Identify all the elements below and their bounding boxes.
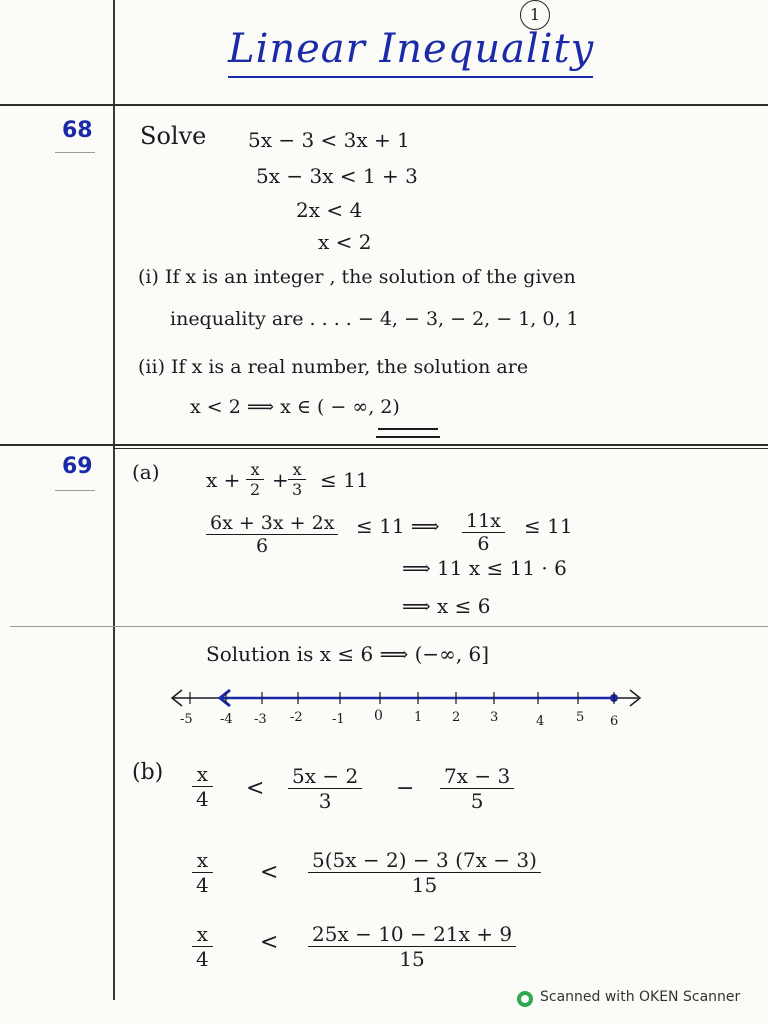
nl-label-n2: -2 [290, 710, 303, 725]
eq2-fraction-2 [462, 510, 505, 555]
page-number: 1 [520, 0, 550, 30]
title-underline [228, 76, 593, 78]
b3-op: < [260, 930, 279, 955]
rule-faint [55, 152, 95, 153]
page-title: Linear Inequality [228, 26, 595, 72]
b1-op: < [246, 776, 265, 801]
b2-lhs-den: 4 [196, 873, 209, 897]
nl-label-2: 2 [452, 710, 461, 725]
b3-lhs-den: 4 [196, 947, 209, 971]
eq3: ⟹ 11 x ≤ 11 · 6 [402, 556, 567, 580]
q68-part-ii-result: x < 2 ⟹ x ∈ ( − ∞, 2) [190, 396, 400, 418]
rule-mid-2 [113, 448, 768, 449]
eq2-den: 6 [256, 535, 269, 557]
b1-f1-den: 3 [318, 789, 332, 813]
b2-fraction [308, 848, 541, 897]
b1-f1-num: 5x − 2 [288, 764, 362, 789]
b1-f2-den: 5 [470, 789, 484, 813]
b3-lhs [192, 922, 213, 971]
solve-label: Solve [140, 122, 207, 150]
b1-lhs-num: x [192, 762, 213, 787]
nl-label-6: 6 [610, 714, 619, 729]
nl-label-3: 3 [490, 710, 499, 725]
b1-f2-num: 7x − 3 [440, 764, 514, 789]
b3-lhs-num: x [192, 922, 213, 947]
b1-minus: − [396, 776, 415, 801]
answer-underline-2 [376, 436, 440, 438]
part-a-label: (a) [132, 460, 160, 484]
eq1-plus: + [272, 468, 289, 492]
nl-label-n5: -5 [180, 712, 193, 727]
eq1-f2-den: 3 [292, 480, 303, 499]
eq2-num: 6x + 3x + 2x [206, 512, 338, 535]
eq2-fraction [206, 512, 338, 557]
q68-part-i: (i) If x is an integer , the solution of the given [138, 266, 576, 288]
q68-line-2: 5x − 3x < 1 + 3 [256, 164, 418, 188]
b1-fraction-2 [440, 764, 514, 813]
eq1-suffix: ≤ 11 [320, 468, 369, 492]
eq1-f1-den: 2 [250, 480, 261, 499]
answer-underline [378, 428, 438, 430]
b2-op: < [260, 860, 279, 885]
b1-lhs-den: 4 [196, 787, 209, 811]
eq2-f-den: 6 [477, 533, 490, 555]
nl-label-n3: -3 [254, 712, 267, 727]
b3-den: 15 [399, 947, 425, 971]
nl-label-5: 5 [576, 710, 585, 725]
rule-faint-2 [55, 490, 95, 491]
b2-den: 15 [411, 873, 438, 897]
b3-fraction [308, 922, 516, 971]
rule-mid-1 [0, 444, 768, 446]
eq1-f2-num: x [288, 460, 306, 480]
eq2-mid: ≤ 11 ⟹ [356, 514, 440, 538]
nl-label-0: 0 [374, 708, 383, 724]
eq2-f-num: 11x [462, 510, 505, 533]
nl-label-n4: -4 [220, 712, 233, 727]
scanner-watermark: Scanned with OKEN Scanner [540, 989, 741, 1005]
b2-num: 5(5x − 2) − 3 (7x − 3) [308, 848, 541, 873]
scanner-logo-icon [516, 990, 534, 1008]
number-line [160, 680, 660, 740]
q68-line-1: 5x − 3 < 3x + 1 [248, 128, 410, 152]
nl-label-4: 4 [536, 714, 545, 729]
part-b-label: (b) [132, 760, 164, 785]
nl-label-n1: -1 [332, 712, 345, 727]
eq1-prefix: x + [206, 468, 241, 492]
q68-line-4: x < 2 [318, 230, 372, 254]
nl-label-1: 1 [414, 710, 423, 725]
b2-lhs-num: x [192, 848, 213, 873]
q68-line-3: 2x < 4 [296, 198, 363, 222]
solution-line: Solution is x ≤ 6 ⟹ (−∞, 6] [206, 642, 490, 666]
question-number-68: 68 [62, 118, 93, 143]
eq1-f1-num: x [246, 460, 264, 480]
eq1-fraction-2 [288, 460, 306, 499]
b1-lhs [192, 762, 213, 811]
b3-num: 25x − 10 − 21x + 9 [308, 922, 516, 947]
eq1-fraction-1 [246, 460, 264, 499]
q68-part-ii: (ii) If x is a real number, the solution are [138, 356, 529, 378]
eq2-suffix: ≤ 11 [524, 514, 573, 538]
eq4: ⟹ x ≤ 6 [402, 594, 491, 618]
rule-top [0, 104, 768, 106]
margin-line [113, 0, 115, 1000]
b2-lhs [192, 848, 213, 897]
q68-part-i-cont: inequality are . . . . − 4, − 3, − 2, − 1, 0, 1 [170, 308, 579, 330]
rule-faint-3 [10, 626, 768, 627]
question-number-69: 69 [62, 454, 93, 479]
b1-fraction-1 [288, 764, 362, 813]
